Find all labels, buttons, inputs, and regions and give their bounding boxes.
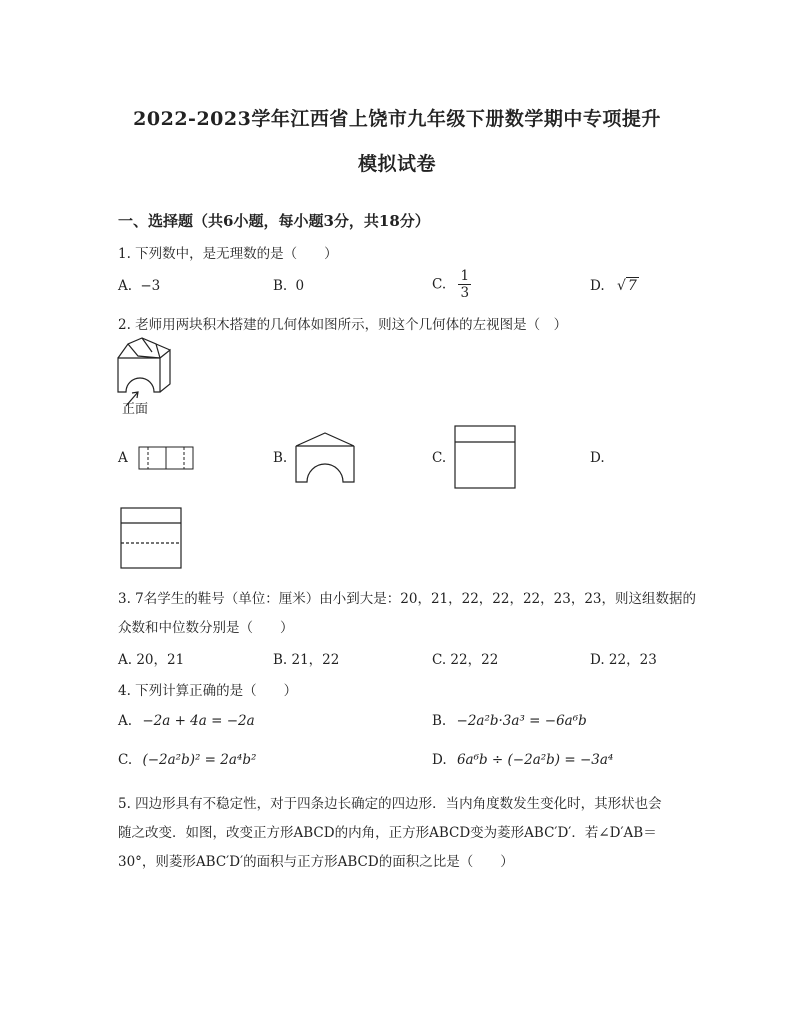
q1-option-c-numerator: 1: [460, 268, 470, 284]
q4-option-a-expr: −2a + 4a = −2a: [142, 713, 255, 729]
question-5-line3: 30°，则菱形ABC′D′的面积与正方形ABCD的面积之比是（ ）: [118, 854, 514, 870]
q4-option-b-expr: −2a²b·3a³ = −6a⁶b: [456, 713, 587, 729]
q4-option-a-label: A.: [118, 713, 133, 729]
q4-option-b: [432, 713, 587, 729]
q2-option-c-figure: [454, 425, 516, 489]
q1-option-c-label: C.: [432, 276, 447, 293]
question-3-stem-line2: 众数和中位数分别是（ ）: [118, 620, 294, 636]
q3-option-a: A. 20，21: [118, 652, 185, 668]
q1-option-d-sqrt: √ 7: [616, 278, 637, 294]
q1-option-d-label: D.: [590, 278, 605, 294]
q1-option-a-label: A.: [118, 278, 133, 294]
question-4-stem: 4. 下列计算正确的是（ ）: [118, 683, 298, 699]
q2-option-a-figure: [138, 446, 194, 470]
question-5-line2: 随之改变．如图，改变正方形ABCD的内角，正方形ABCD变为菱形ABC′D′．若∠D′AB＝: [118, 825, 657, 841]
q1-option-d: [590, 278, 639, 294]
q1-option-a: [118, 278, 160, 294]
section-heading: 一、选择题（共6小题，每小题3分，共18分）: [118, 212, 430, 230]
q2-option-b-figure: [295, 432, 355, 484]
q4-option-c-expr: (−2a²b)² = 2a⁴b²: [142, 752, 257, 768]
q4-option-b-label: B.: [432, 713, 447, 729]
q3-option-c: C. 22，22: [432, 652, 499, 668]
question-5-line1: 5. 四边形具有不稳定性，对于四条边长确定的四边形．当内角度数发生变化时，其形状也会: [118, 796, 662, 812]
q4-option-a: [118, 713, 255, 729]
q1-option-b-label: B.: [273, 278, 288, 294]
q1-option-c: [432, 268, 471, 301]
q3-option-b: B. 21，22: [273, 652, 340, 668]
page-subtitle: 模拟试卷: [357, 153, 436, 175]
question-1-stem: 1. 下列数中，是无理数的是（ ）: [118, 246, 338, 262]
q1-option-d-radicand: 7: [627, 278, 637, 294]
q1-option-c-fraction: [458, 268, 471, 301]
q1-option-a-value: −3: [140, 278, 161, 294]
q4-option-c-label: C.: [118, 752, 133, 768]
q4-option-d: [432, 752, 613, 768]
q2-option-a-label: A: [118, 450, 128, 466]
q2-option-d-figure: [120, 507, 182, 569]
q2-option-b-label: B.: [273, 450, 288, 466]
q3-option-d: D. 22，23: [590, 652, 657, 668]
q2-front-label: 正面: [122, 402, 149, 417]
question-2-stem: 2. 老师用两块积木搭建的几何体如图所示，则这个几何体的左视图是（ ）: [118, 317, 568, 333]
question-3-stem-line1: 3. 7名学生的鞋号（单位：厘米）由小到大是：20，21，22，22，22，23，23，则这组数据的: [118, 591, 697, 607]
q1-option-b: [273, 278, 304, 294]
q4-option-d-expr: 6a⁶b ÷ (−2a²b) = −3a⁴: [456, 752, 614, 768]
q4-option-d-label: D.: [432, 752, 447, 768]
q1-option-c-denominator: 3: [460, 285, 470, 301]
q4-option-c: [118, 752, 256, 768]
q2-option-c-label: C.: [432, 450, 447, 466]
page-title: 2022-2023学年江西省上饶市九年级下册数学期中专项提升: [133, 108, 661, 130]
q1-option-b-value: 0: [295, 278, 305, 294]
q2-option-d-label: D.: [590, 450, 605, 466]
